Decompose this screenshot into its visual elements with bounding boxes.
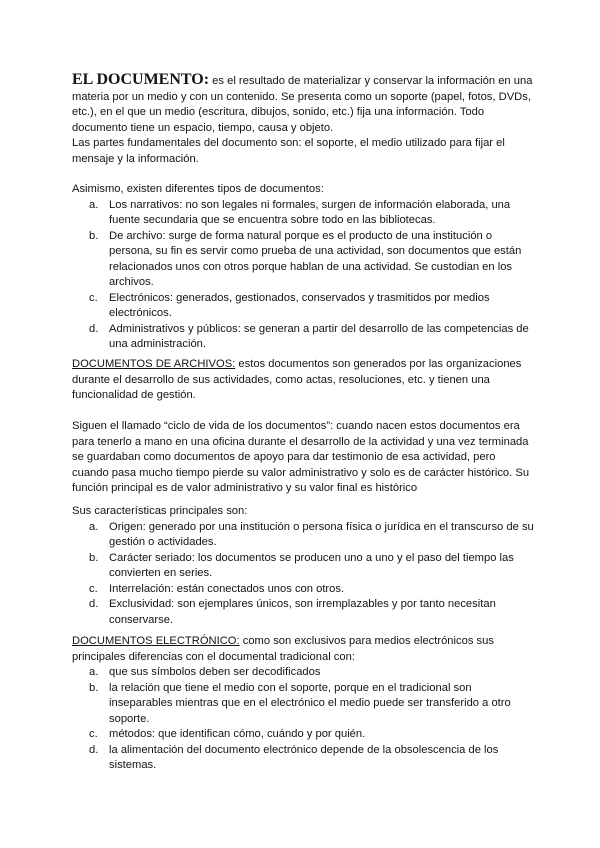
- intro-text: es el resultado de materializar y conservar la información en una materia por un medio y con un contenido. Se presenta como un soporte (papel, fotos, DVDs, etc.), en el que un medio (escritura, dibujos, sonido, etc.) fija una información. Todo documento tiene un espacio, tiempo, causa y objeto.: [72, 75, 533, 134]
- list-item-text: la alimentación del documento electrónico depende de la obsolescencia de los sistemas.: [109, 743, 499, 771]
- archivos-cycle: [72, 419, 534, 497]
- list-item: [72, 198, 534, 229]
- intro-title: EL DOCUMENTO:: [72, 71, 210, 88]
- list-item: [72, 597, 534, 628]
- electronico-section: [72, 634, 534, 774]
- list-marker: c.: [89, 291, 98, 304]
- list-item: [72, 551, 534, 582]
- list-item-text: De archivo: surge de forma natural porque es el producto de una institución o persona, su fin es servir como prueba de una actividad, son documentos que están relacionados unos con otros porque hablan de una actividad. Se custodian en los archivos.: [109, 229, 522, 288]
- list-marker: a.: [89, 520, 99, 533]
- archivos-features: [72, 504, 534, 628]
- list-marker: b.: [89, 551, 99, 564]
- list-item: [72, 229, 534, 291]
- features-intro: Sus características principales son:: [72, 505, 248, 517]
- archivos-paragraph: [72, 357, 534, 404]
- list-item-text: que sus símbolos deben ser decodificados: [109, 666, 321, 678]
- list-item-text: la relación que tiene el medio con el soporte, porque en el tradicional son inseparables mientras que en el electrónico el medio puede ser transferido a otro soporte.: [109, 681, 511, 725]
- intro-section: [72, 72, 534, 167]
- list-item-text: Administrativos y públicos: se generan a partir del desarrollo de las competencias de una administración.: [109, 322, 529, 350]
- list-item-text: Carácter seriado: los documentos se producen uno a uno y el paso del tiempo las convierten en series.: [109, 551, 514, 579]
- list-item-text: Exclusividad: son ejemplares únicos, son irremplazables y por tanto necesitan conservarse.: [109, 598, 496, 626]
- list-marker: b.: [89, 681, 99, 694]
- electronico-paragraph: [72, 634, 534, 665]
- list-item-text: Los narrativos: no son legales ni formales, surgen de información elaborada, una fuente secundaria que se encuentra sobre todo en las bibliotecas.: [109, 198, 511, 226]
- types-section: [72, 182, 534, 353]
- types-intro: Asimismo, existen diferentes tipos de documentos:: [72, 183, 324, 195]
- list-item: [72, 727, 534, 743]
- electronico-list: [72, 665, 534, 774]
- list-item: [72, 582, 534, 598]
- list-marker: d.: [89, 598, 99, 610]
- list-marker: b.: [89, 229, 99, 242]
- electronico-text: como son exclusivos para medios electrónicos sus principales diferencias con el documental tradicional con:: [72, 635, 494, 663]
- list-item: [72, 322, 534, 353]
- intro-parts: Las partes fundamentales del documento son: el soporte, el medio utilizado para fijar el mensaje y la información.: [72, 137, 505, 165]
- archivos-heading: DOCUMENTOS DE ARCHIVOS:: [72, 358, 236, 370]
- archivos-cycle-text: Siguen el llamado “ciclo de vida de los documentos”: cuando nacen estos documentos era para tenerlo a mano en una oficina durante el desarrollo de la actividad y una vez terminada se guardaban como documentos de apoyo para dar testimonio de esa actividad, pero cuando pasa mucho tiempo pierde su valor administrativo y solo es de carácter histórico. Su función principal es de valor administrativo y su valor final es histórico: [72, 420, 530, 494]
- list-item: [72, 665, 534, 681]
- list-marker: a.: [89, 198, 99, 211]
- archivos-text: estos documentos son generados por las organizaciones durante el desarrollo de sus actividades, como actas, resoluciones, etc. y tienen una funcionalidad de gestión.: [72, 358, 522, 401]
- list-item-text: Interrelación: están conectados unos con otros.: [109, 582, 345, 595]
- types-list: [72, 198, 534, 353]
- archivos-section: [72, 357, 534, 404]
- list-item-text: Electrónicos: generados, gestionados, conservados y trasmitidos por medios electrónicos.: [109, 291, 490, 319]
- list-marker: a.: [89, 666, 99, 678]
- list-marker: c.: [89, 728, 98, 740]
- list-item-text: Origen: generado por una institución o persona física o jurídica en el transcurso de su gestión o actividades.: [109, 520, 534, 548]
- list-marker: c.: [89, 582, 98, 595]
- list-item: [72, 520, 534, 551]
- list-item-text: métodos: que identifican cómo, cuándo y por quién.: [109, 728, 366, 740]
- features-list: [72, 520, 534, 629]
- intro-paragraph: [72, 72, 534, 136]
- list-item: [72, 291, 534, 322]
- list-item: [72, 743, 534, 774]
- list-marker: d.: [89, 322, 99, 335]
- list-item: [72, 681, 534, 728]
- list-marker: d.: [89, 743, 99, 756]
- electronico-heading: DOCUMENTOS ELECTRÓNICO:: [72, 635, 240, 647]
